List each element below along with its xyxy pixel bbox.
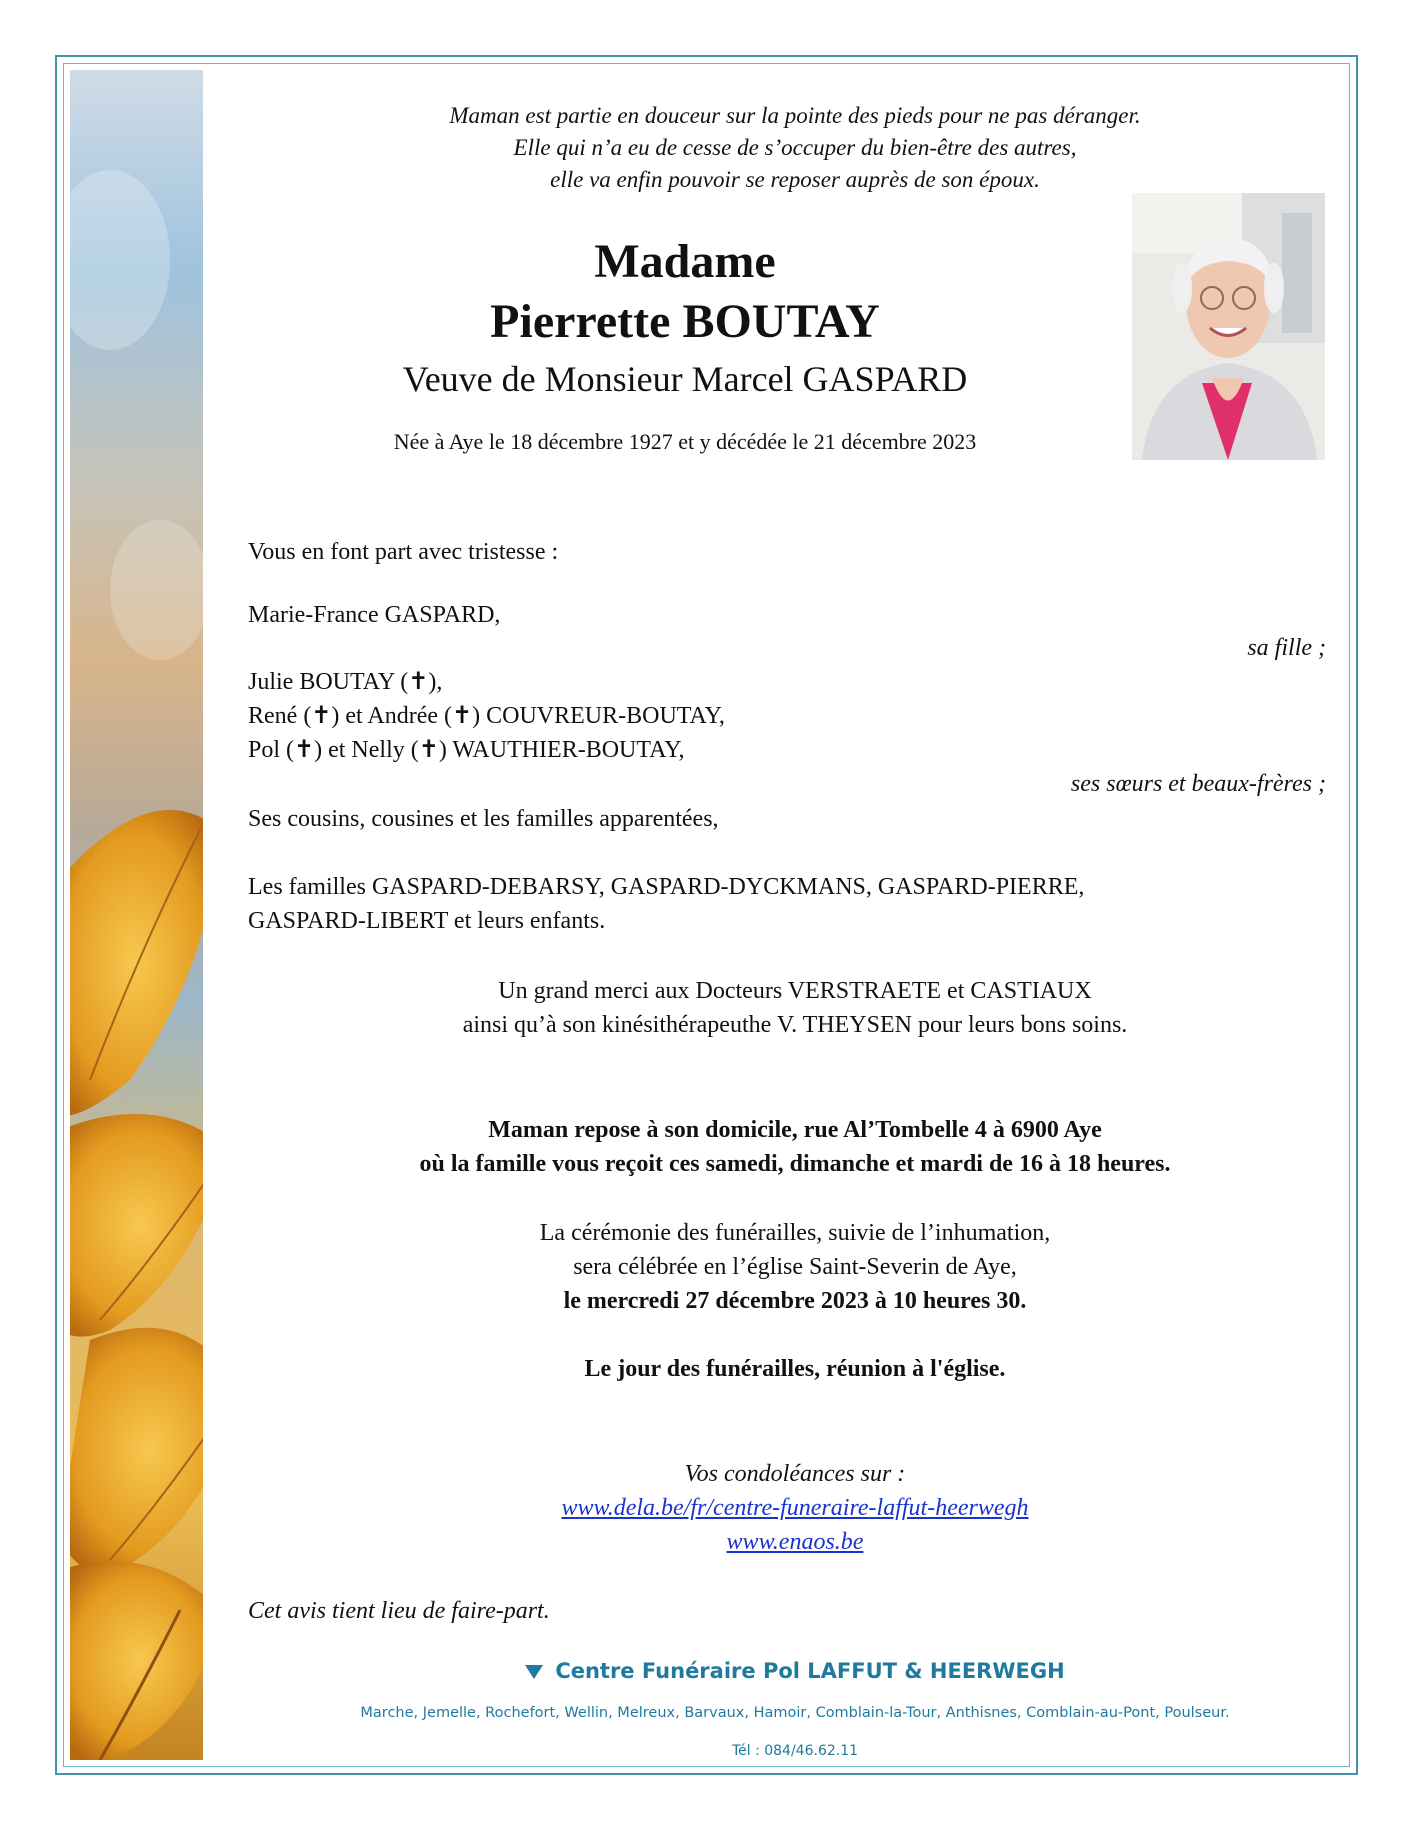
thanks-line: ainsi qu’à son kinésithérapeuthe V. THEYSEN pour leurs bons soins. xyxy=(462,1012,1128,1038)
ceremony-date: le mercredi 27 décembre 2023 à 10 heures 30. xyxy=(563,1288,1027,1314)
condolences-label: Vos condoléances sur : xyxy=(684,1461,906,1487)
ceremony-line: La cérémonie des funérailles, suivie de l’inhumation, xyxy=(539,1220,1051,1246)
siblings-list xyxy=(248,665,725,767)
visitation-line: où la famille vous reçoit ces samedi, dimanche et mardi de 16 à 18 heures. xyxy=(419,1151,1171,1177)
announcement-intro: Vous en font part avec tristesse : xyxy=(248,539,559,565)
visitation-block xyxy=(250,1113,1340,1181)
meeting-note: Le jour des funérailles, réunion à l'église. xyxy=(584,1356,1006,1382)
birth-death-dates: Née à Aye le 18 décembre 1927 et y décédée le 21 décembre 2023 xyxy=(393,429,977,454)
visitation-line: Maman repose à son domicile, rue Al’Tombelle 4 à 6900 Aye xyxy=(488,1117,1102,1143)
honorific: Madame xyxy=(594,235,776,288)
widow-of: Veuve de Monsieur Marcel GASPARD xyxy=(402,359,968,399)
triangle-down-icon xyxy=(525,1665,543,1679)
sibling-line: Julie BOUTAY (✝), xyxy=(248,669,443,695)
epigraph xyxy=(250,100,1340,196)
ceremony-line: sera célébrée en l’église Saint-Severin de Aye, xyxy=(573,1254,1017,1280)
cousins-line: Ses cousins, cousines et les familles apparentées, xyxy=(248,806,719,832)
funeral-home-phone: Tél : 084/46.62.11 xyxy=(731,1743,859,1759)
condolences-block xyxy=(250,1457,1340,1559)
thanks-line: Un grand merci aux Docteurs VERSTRAETE et CASTIAUX xyxy=(498,978,1092,1004)
families-list xyxy=(248,870,1084,938)
autumn-leaves-strip xyxy=(70,70,203,1760)
funeral-home-name xyxy=(250,1659,1340,1683)
sibling-line: Pol (✝) et Nelly (✝) WAUTHIER-BOUTAY, xyxy=(248,737,685,763)
epigraph-line: elle va enfin pouvoir se reposer auprès de son époux. xyxy=(550,167,1040,192)
sibling-line: René (✝) et Andrée (✝) COUVREUR-BOUTAY, xyxy=(248,703,725,729)
families-line: GASPARD-LIBERT et leurs enfants. xyxy=(248,908,606,934)
siblings-role: ses sœurs et beaux-frères ; xyxy=(1070,771,1326,797)
leaves-illustration xyxy=(70,70,203,1760)
daughter-role: sa fille ; xyxy=(1247,635,1326,661)
closing-note: Cet avis tient lieu de faire-part. xyxy=(248,1598,550,1624)
epigraph-line: Maman est partie en douceur sur la pointe des pieds pour ne pas déranger. xyxy=(449,103,1141,128)
families-line: Les familles GASPARD-DEBARSY, GASPARD-DYCKMANS, GASPARD-PIERRE, xyxy=(248,874,1085,900)
portrait-illustration xyxy=(1132,193,1325,460)
condolences-link-dela[interactable]: www.dela.be/fr/centre-funeraire-laffut-heerwegh xyxy=(561,1495,1029,1521)
thanks-block xyxy=(250,974,1340,1042)
condolences-link-enaos[interactable]: www.enaos.be xyxy=(726,1529,864,1555)
deceased-name: Pierrette BOUTAY xyxy=(490,295,880,348)
daughter-name: Marie-France GASPARD, xyxy=(248,602,501,628)
ceremony-block xyxy=(250,1216,1340,1318)
portrait-photo xyxy=(1132,193,1325,460)
funeral-home-label: Centre Funéraire Pol LAFFUT & HEERWEGH xyxy=(555,1659,1065,1683)
epigraph-line: Elle qui n’a eu de cesse de s’occuper du bien-être des autres, xyxy=(513,135,1077,160)
funeral-home-towns: Marche, Jemelle, Rochefort, Wellin, Melreux, Barvaux, Hamoir, Comblain-la-Tour, Anthisnes, Comblain-au-Pont, Poulseur. xyxy=(360,1705,1230,1721)
